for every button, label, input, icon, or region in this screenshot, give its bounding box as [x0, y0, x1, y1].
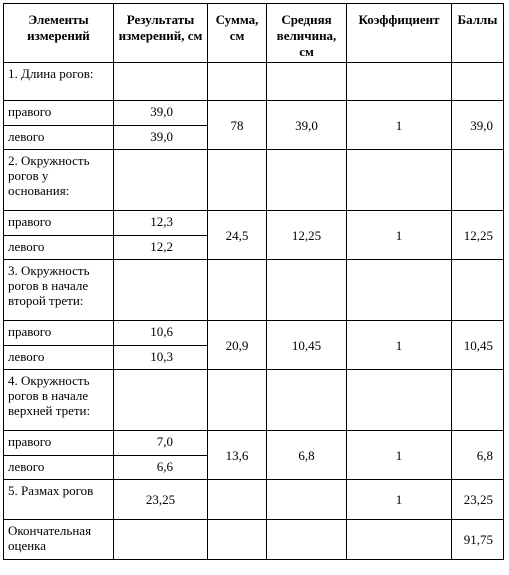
horn-measurement-table	[3, 3, 504, 560]
group-title: 1. Длина рогов:	[4, 63, 114, 101]
right-value: 39,0	[114, 101, 208, 126]
table-row	[4, 480, 504, 520]
coefficient-value: 1	[347, 321, 452, 370]
header-average: Средняя величина, см	[267, 4, 347, 63]
score-value: 12,25	[452, 211, 504, 260]
header-elements: Элементы измерений	[4, 4, 114, 63]
right-label: правого	[4, 431, 114, 456]
group-title: 2. Окружность рогов у основания:	[4, 150, 114, 211]
table-row	[4, 150, 504, 211]
right-label: правого	[4, 211, 114, 236]
final-score: 91,75	[452, 520, 504, 560]
table-row	[4, 520, 504, 560]
table-row	[4, 260, 504, 321]
table-row	[4, 101, 504, 126]
table-row	[4, 431, 504, 456]
table-row	[4, 370, 504, 431]
left-value: 12,2	[114, 236, 208, 260]
sum-value: 78	[208, 101, 267, 150]
sum-value: 20,9	[208, 321, 267, 370]
header-row	[4, 4, 504, 63]
right-value: 7,0	[114, 431, 208, 456]
left-value: 6,6	[114, 456, 208, 480]
left-label: левого	[4, 236, 114, 260]
average-value: 12,25	[267, 211, 347, 260]
left-label: левого	[4, 126, 114, 150]
header-coefficient: Коэффициент	[347, 4, 452, 63]
coefficient-value: 1	[347, 211, 452, 260]
header-results: Результаты измерений, см	[114, 4, 208, 63]
table-row	[4, 63, 504, 101]
header-sum: Сумма, см	[208, 4, 267, 63]
group-title: 3. Окружность рогов в начале второй трети:	[4, 260, 114, 321]
header-score: Баллы	[452, 4, 504, 63]
right-value: 12,3	[114, 211, 208, 236]
left-label: левого	[4, 346, 114, 370]
span-title: 5. Размах рогов	[4, 480, 114, 520]
sum-value: 24,5	[208, 211, 267, 260]
average-value: 6,8	[267, 431, 347, 480]
span-result: 23,25	[114, 480, 208, 520]
score-value: 10,45	[452, 321, 504, 370]
score-value: 6,8	[452, 431, 504, 480]
span-score: 23,25	[452, 480, 504, 520]
right-label: правого	[4, 101, 114, 126]
table-row	[4, 211, 504, 236]
score-value: 39,0	[452, 101, 504, 150]
left-label: левого	[4, 456, 114, 480]
coefficient-value: 1	[347, 431, 452, 480]
final-title: Окончательная оценка	[4, 520, 114, 560]
coefficient-value: 1	[347, 101, 452, 150]
left-value: 39,0	[114, 126, 208, 150]
right-label: правого	[4, 321, 114, 346]
right-value: 10,6	[114, 321, 208, 346]
left-value: 10,3	[114, 346, 208, 370]
span-coefficient: 1	[347, 480, 452, 520]
table-row	[4, 321, 504, 346]
group-title: 4. Окружность рогов в начале верхней трети:	[4, 370, 114, 431]
average-value: 10,45	[267, 321, 347, 370]
average-value: 39,0	[267, 101, 347, 150]
sum-value: 13,6	[208, 431, 267, 480]
